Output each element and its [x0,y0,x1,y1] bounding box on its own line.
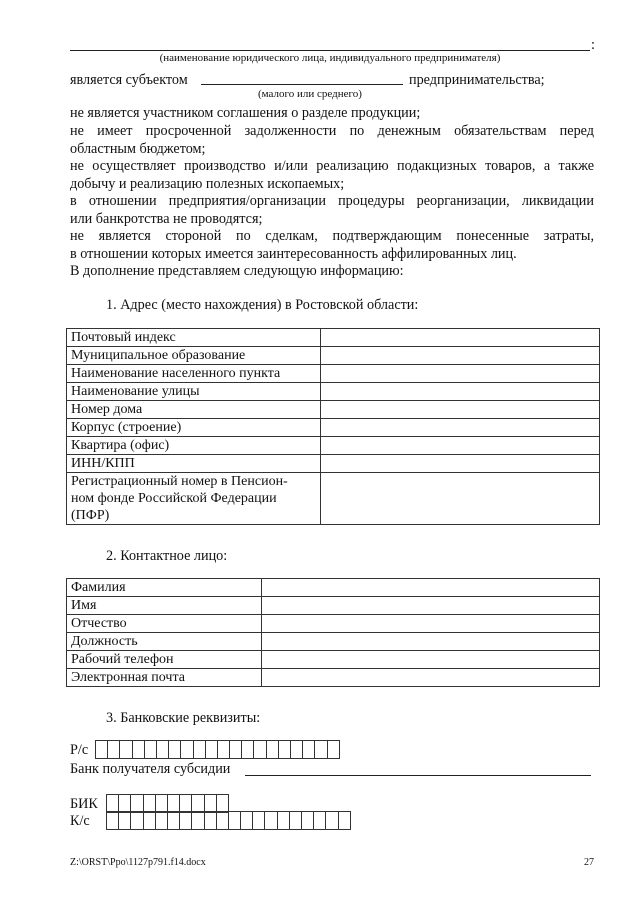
digit-cell[interactable] [291,740,303,759]
table-row [67,365,600,383]
digit-cell[interactable] [265,811,277,830]
bik-label: БИК [70,796,98,812]
field-label: Наименование улицы [67,383,321,401]
page-number: 27 [584,857,594,868]
entity-name-line [70,40,590,51]
table-row [67,347,600,365]
digit-cell[interactable] [169,740,181,759]
field-value[interactable] [262,633,600,651]
digit-cell[interactable] [206,740,218,759]
colon-mark: : [591,37,595,53]
table-row [67,473,600,525]
section2-title: 2. Контактное лицо: [106,548,228,564]
statement-1: не является участником соглашения о разделе продукции; [70,105,421,121]
table-row [67,437,600,455]
field-value[interactable] [262,669,600,687]
field-value[interactable] [262,615,600,633]
subject-prefix: является субъектом [70,72,188,88]
subject-caption: (малого или среднего) [258,88,362,100]
field-label-pfr [67,473,321,525]
digit-cell[interactable] [205,811,217,830]
table-row [67,383,600,401]
field-label: ИНН/КПП [67,455,321,473]
digit-cell[interactable] [144,811,156,830]
statement-5a: не является стороной по сделкам, подтверждающим понесенные затраты, [70,228,594,244]
subject-suffix: предпринимательства; [409,72,545,88]
digit-cell[interactable] [181,740,193,759]
table-row [67,669,600,687]
bank-label: Банк получателя субсидии [70,761,231,777]
digit-cell[interactable] [253,811,265,830]
statement-4b: или банкротства не проводятся; [70,211,263,227]
digit-cell[interactable] [314,811,326,830]
rs-label: Р/с [70,742,89,758]
section1-title: 1. Адрес (место нахождения) в Ростовской области: [106,297,419,313]
field-value[interactable] [321,365,600,383]
digit-cell[interactable] [133,740,145,759]
subject-line [201,74,403,85]
digit-cell[interactable] [328,740,340,759]
footer-path: Z:\ORST\Ppo\1127p791.f14.docx [70,857,206,868]
field-label: Муниципальное образование [67,347,321,365]
field-value[interactable] [321,383,600,401]
digit-cell[interactable] [267,740,279,759]
table-row [67,329,600,347]
field-label: Наименование населенного пункта [67,365,321,383]
statement-2a: не имеет просроченной задолженности по денежным обязательствам перед [70,123,594,139]
address-table [66,328,600,525]
field-value[interactable] [321,419,600,437]
digit-cell[interactable] [303,740,315,759]
digit-cell[interactable] [315,740,327,759]
statement-2b: областным бюджетом; [70,141,206,157]
field-value[interactable] [321,455,600,473]
table-row [67,597,600,615]
digit-cell[interactable] [302,811,314,830]
digit-cell[interactable] [241,811,253,830]
field-value[interactable] [321,401,600,419]
digit-cell[interactable] [278,811,290,830]
table-row [67,401,600,419]
table-row [67,455,600,473]
field-value[interactable] [262,597,600,615]
digit-cell[interactable] [192,811,204,830]
field-label: Номер дома [67,401,321,419]
digit-cell[interactable] [194,740,206,759]
pfr-line-1: Регистрационный номер в Пенсион- [71,474,288,489]
field-label: Почтовый индекс [67,329,321,347]
digit-cell[interactable] [229,811,241,830]
statement-4a: в отношении предприятия/организации процедуры реорганизации, ликвидации [70,193,594,209]
pfr-line-3: (ПФР) [71,508,110,523]
field-label: Фамилия [67,579,262,597]
pfr-line-2: ном фонде Российской Федерации [71,491,277,506]
field-label: Корпус (строение) [67,419,321,437]
digit-cell[interactable] [242,740,254,759]
field-label: Отчество [67,615,262,633]
digit-cell[interactable] [326,811,338,830]
field-value[interactable] [262,651,600,669]
digit-cell[interactable] [279,740,291,759]
field-value[interactable] [321,329,600,347]
field-value[interactable] [262,579,600,597]
digit-cell[interactable] [95,740,108,759]
section3-title: 3. Банковские реквизиты: [106,710,261,726]
bik-digit-cells[interactable] [106,794,229,812]
digit-cell[interactable] [217,811,229,830]
statement-6: В дополнение представляем следующую информацию: [70,263,404,279]
field-label: Должность [67,633,262,651]
digit-cell[interactable] [108,740,120,759]
digit-cell[interactable] [218,740,230,759]
digit-cell[interactable] [156,811,168,830]
table-row [67,651,600,669]
table-row [67,419,600,437]
digit-cell[interactable] [106,811,119,830]
digit-cell[interactable] [339,811,351,830]
statement-5b: в отношении которых имеется заинтересованность аффилированных лиц. [70,246,517,262]
table-row [67,579,600,597]
statement-3b: добычу и реализацию полезных ископаемых; [70,176,345,192]
digit-cell[interactable] [145,740,157,759]
ks-digit-cells[interactable] [106,811,351,829]
digit-cell[interactable] [120,740,132,759]
field-label: Электронная почта [67,669,262,687]
field-value[interactable] [321,473,600,525]
table-row [67,615,600,633]
field-label: Квартира (офис) [67,437,321,455]
digit-cell[interactable] [290,811,302,830]
field-value[interactable] [321,437,600,455]
field-label: Рабочий телефон [67,651,262,669]
ks-label: К/с [70,813,90,829]
statement-3a: не осуществляет производство и/или реализацию подакцизных товаров, а также [70,158,594,174]
table-row [67,633,600,651]
digit-cell[interactable] [131,811,143,830]
digit-cell[interactable] [119,811,131,830]
entity-caption: (наименование юридического лица, индивидуального предпринимателя) [159,52,501,64]
field-value[interactable] [321,347,600,365]
digit-cell[interactable] [157,740,169,759]
bank-line[interactable] [245,763,591,776]
digit-cell[interactable] [180,811,192,830]
digit-cell[interactable] [168,811,180,830]
field-label: Имя [67,597,262,615]
digit-cell[interactable] [230,740,242,759]
rs-digit-cells[interactable] [95,740,340,758]
contact-table [66,578,600,687]
digit-cell[interactable] [254,740,266,759]
